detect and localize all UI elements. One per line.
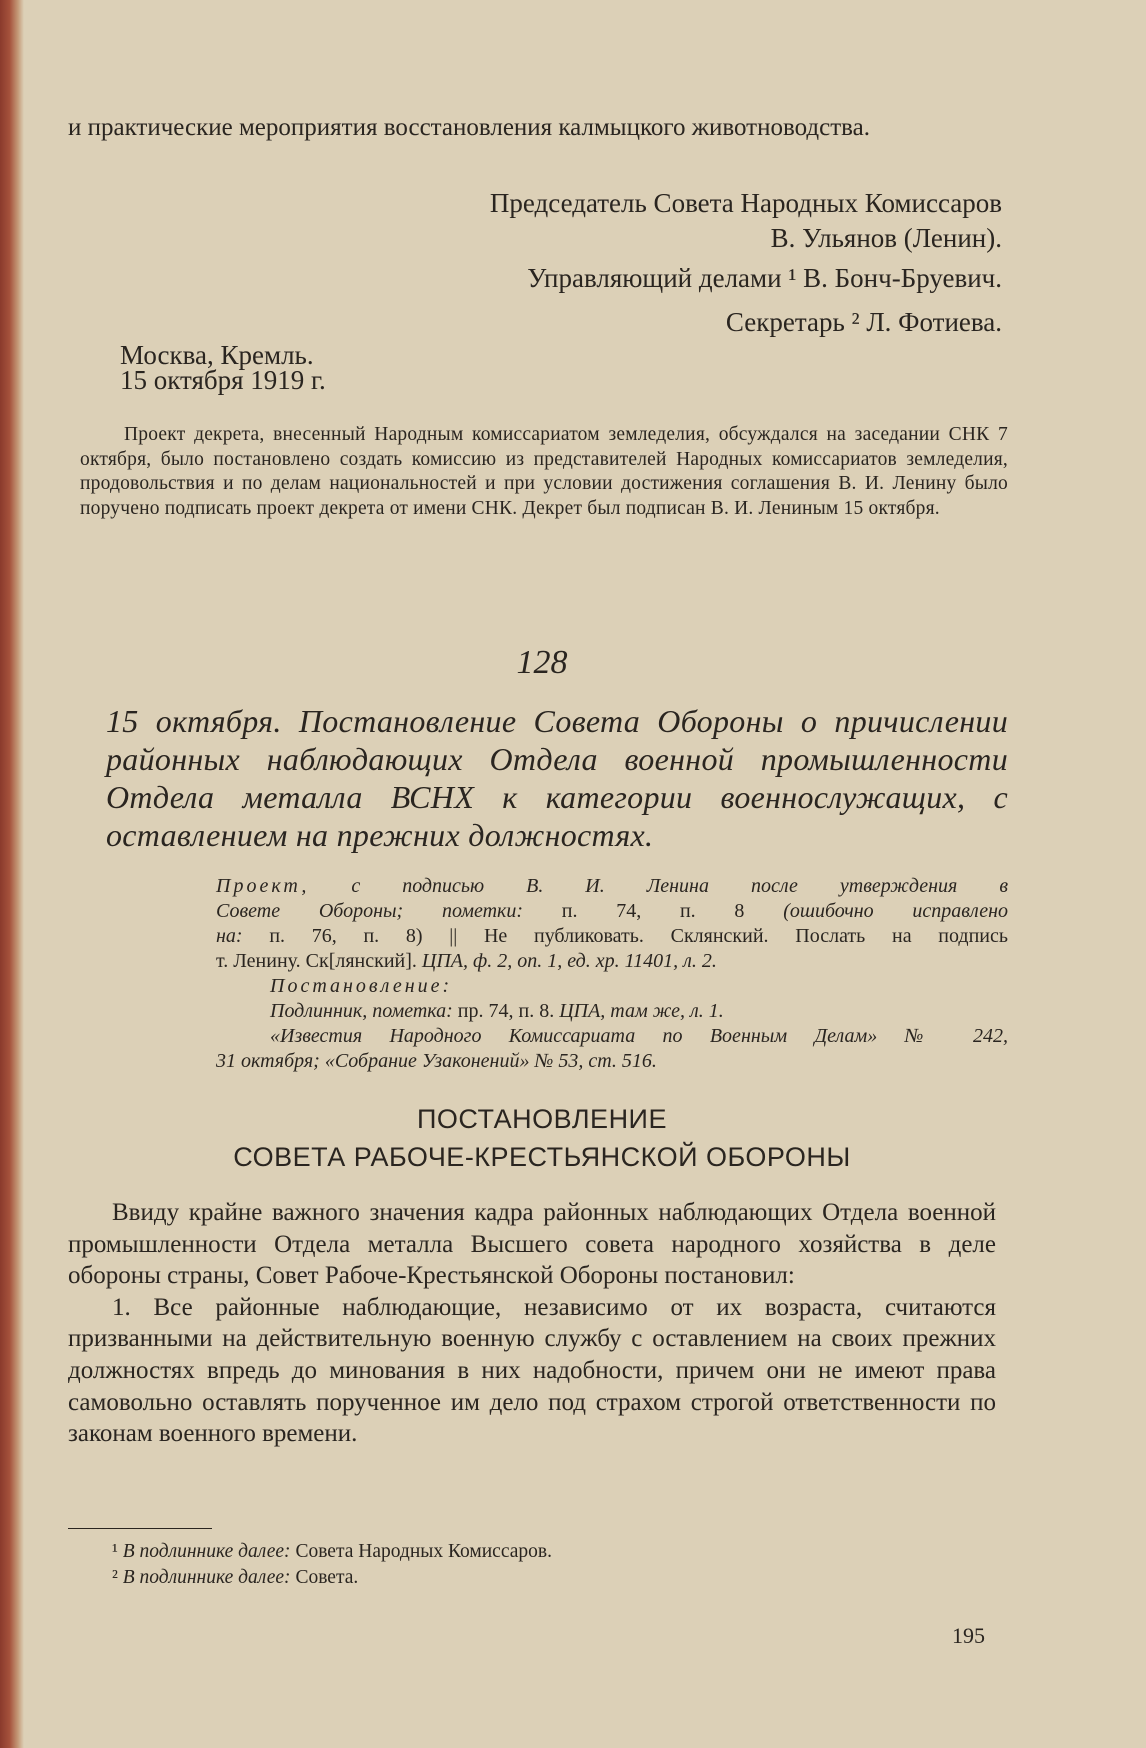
archive-line-5: Постановление: [270, 975, 453, 997]
editorial-note: Проект декрета, внесенный Народным комиссариатом земледелия, обсуждался на заседании СНК 7 октября, было постановлено создать комиссию из представителей Народных комиссариатов земледелия, продовольствия и по делам национальностей и при условии достижения соглашения В. И. Ленину было поручено подписать проект декрета от имени СНК. Декрет был подписан В. И. Лениным 15 октября. [80, 424, 1008, 519]
heading-line-2: СОВЕТА РАБОЧЕ-КРЕСТЬЯНСКОЙ ОБОРОНЫ [233, 1142, 851, 1172]
top-paragraph: и практические мероприятия восстановления калмыцкого животноводства. [68, 114, 870, 141]
date-line: 15 октября 1919 г. [120, 365, 326, 395]
archive-line-6: Подлинник, пометка: пр. 74, п. 8. ЦПА, там же, л. 1. [270, 1000, 724, 1022]
footnote-1: ¹ В подлиннике далее: Совета Народных Комиссаров. [112, 1541, 552, 1562]
archive-line-3: на: п. 76, п. 8) || Не публиковать. Склянский. Послать на подпись [216, 925, 1009, 947]
place-line: Москва, Кремль. [120, 340, 314, 370]
signature-secretary: Секретарь ² Л. Фотиева. [725, 307, 1002, 337]
book-spine-edge [0, 0, 24, 1748]
signature-manager: Управляющий делами ¹ В. Бонч-Бруевич. [527, 263, 1002, 293]
document-title: 15 октября. Постановление Совета Обороны о причислении районных наблюдающих Отдела военной промышленности Отдела металла ВСНХ к категории военнослужащих, с оставлением на прежних должностях. [106, 703, 1008, 853]
body-paragraph-2: 1. Все районные наблюдающие, независимо от их возраста, считаются призванными на действительную военную службу с оставлением на своих прежних должностях впредь до минования в них надобности, причем они не имеют права самовольно оставлять порученное им дело под страхом строгой ответственности по законам военного времени. [68, 1293, 996, 1448]
archive-line-2: Совете Обороны; пометки: п. 74, п. 8 (ошибочно исправлено [216, 900, 1009, 922]
archive-reference [216, 874, 1008, 1074]
signature-chairman-title: Председатель Совета Народных Комиссаров [489, 188, 1002, 218]
archive-line-4: т. Ленину. Ск[лянский]. ЦПА, ф. 2, оп. 1, ед. хр. 11401, л. 2. [216, 950, 717, 972]
document-number: 128 [516, 644, 568, 681]
signature-chairman-name: В. Ульянов (Ленин). [770, 223, 1002, 253]
continuation-paragraph [68, 112, 1008, 144]
page-number: 195 [952, 1623, 985, 1648]
archive-line-7: «Известия Народного Комиссариата по Военным Делам» № 242, [270, 1025, 1008, 1047]
footnote-rule [68, 1528, 212, 1529]
heading-line-1: ПОСТАНОВЛЕНИЕ [417, 1104, 667, 1134]
archive-line-1: Проект, с подписью В. И. Ленина после утверждения в [216, 875, 1008, 897]
resolution-body [68, 1197, 996, 1450]
archive-line-8: 31 октября; «Собрание Узаконений» № 53, ст. 516. [216, 1050, 657, 1072]
footnote-2: ² В подлиннике далее: Совета. [112, 1567, 359, 1588]
body-paragraph-1: Ввиду крайне важного значения кадра районных наблюдающих Отдела военной промышленности Отдела металла Высшего совета народного хозяйства в деле обороны страны, Совет Рабоче-Крестьянской Обороны постановил: [68, 1199, 996, 1290]
